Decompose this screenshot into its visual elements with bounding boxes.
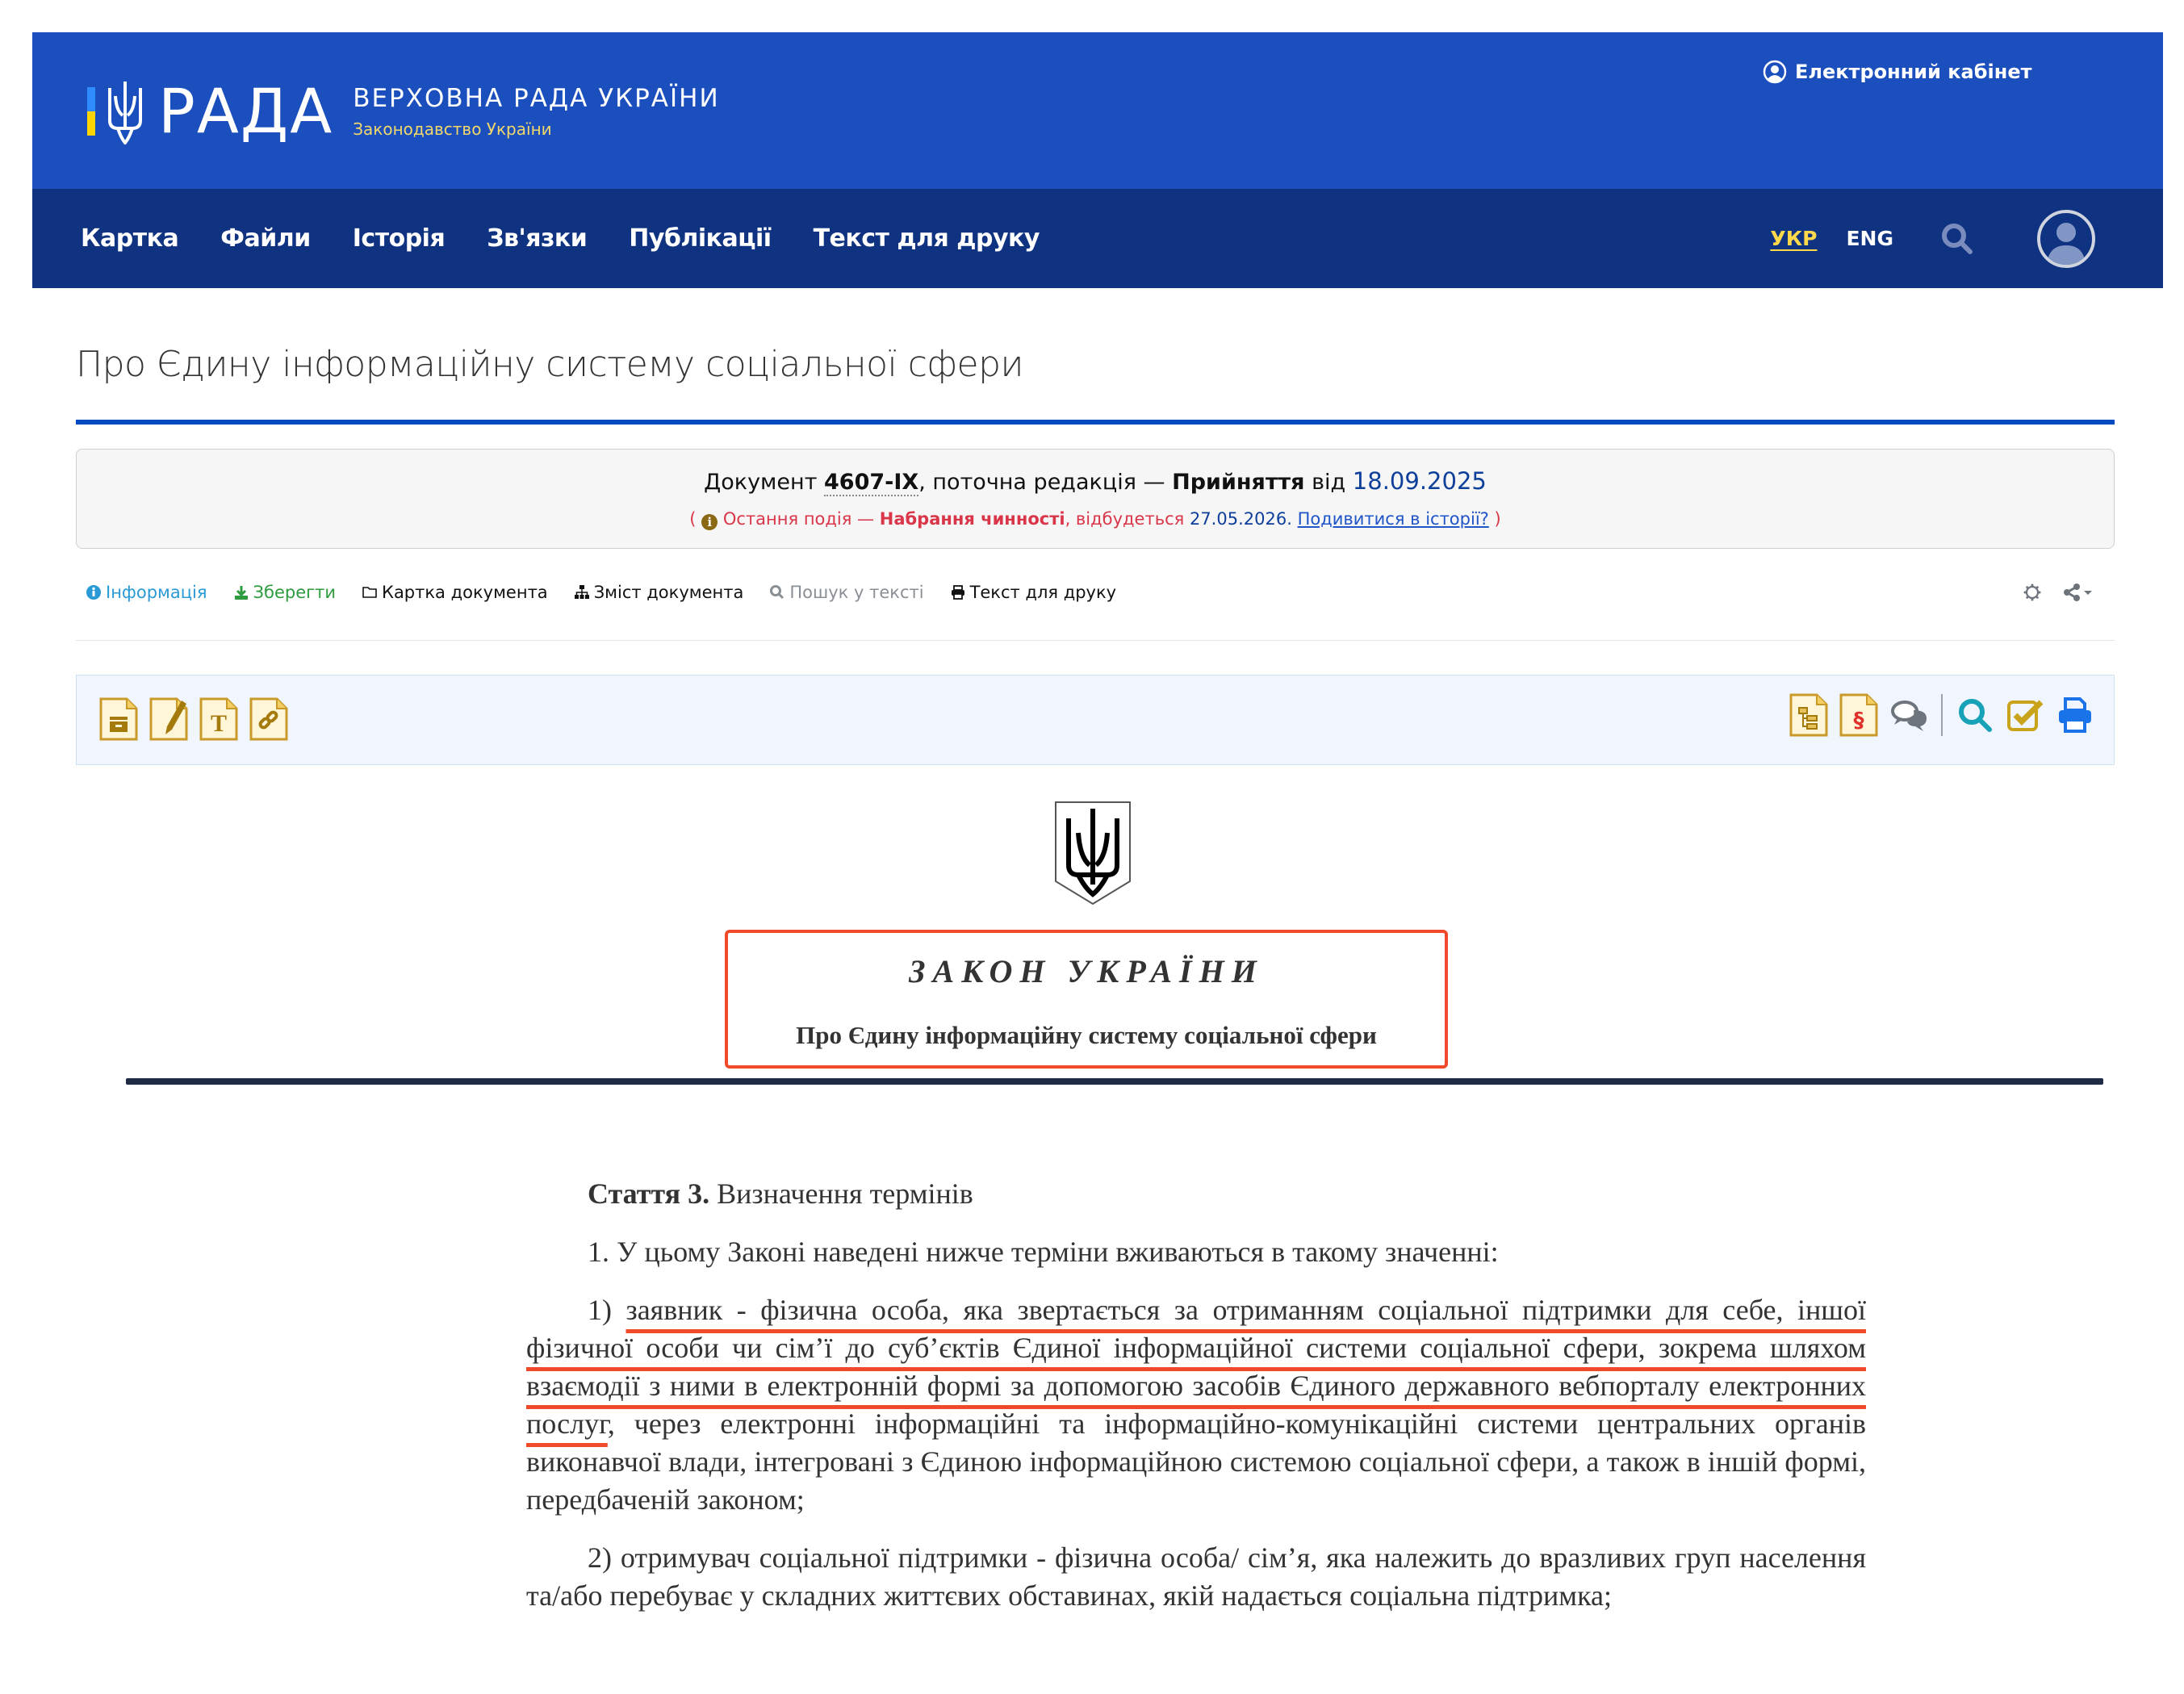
article-heading [526, 1175, 1866, 1213]
print-icon [950, 584, 966, 600]
comments-icon[interactable] [1889, 696, 1928, 734]
nav-item-publications[interactable]: Публікації [629, 224, 772, 253]
doc-archive-icon[interactable] [99, 697, 138, 741]
document-contents-link[interactable] [574, 583, 744, 602]
site-logo[interactable] [87, 71, 720, 152]
nav-item-history[interactable]: Історія [352, 224, 446, 253]
doc-paragraph-icon[interactable] [1839, 693, 1878, 737]
article-body [526, 1175, 1866, 1635]
view-in-history-link[interactable]: Подивитися в історії? [1297, 509, 1489, 529]
search-icon[interactable] [1940, 222, 1974, 256]
document-card-label: Картка документа [382, 583, 548, 602]
actions-divider [76, 640, 2115, 641]
site-header [32, 32, 2163, 189]
trident-icon [107, 78, 144, 144]
article-label: Стаття 3. [588, 1177, 710, 1210]
event-dot: . [1287, 509, 1292, 529]
info-link[interactable] [86, 583, 207, 602]
law-title-highlight [725, 930, 1448, 1069]
document-info-box [76, 449, 2115, 549]
flag-icon [87, 87, 95, 136]
event-prefix: Остання подія — [722, 509, 875, 529]
document-contents-label: Зміст документа [593, 583, 744, 602]
lang-ukr[interactable]: УКР [1770, 227, 1818, 250]
doc-link-icon[interactable] [249, 697, 288, 741]
svg-text:§: § [1853, 709, 1864, 733]
event-mid: , відбудеться [1065, 509, 1185, 529]
print-text-link[interactable] [950, 583, 1117, 602]
save-label: Зберегти [253, 583, 337, 602]
checkbox-icon[interactable] [2006, 696, 2044, 734]
document-card-link[interactable] [362, 583, 548, 602]
main-nav [32, 189, 2163, 288]
paragraph-1: 1. У цьому Законі наведені нижче терміни вживаються в такому значенні: [588, 1236, 1499, 1268]
cabinet-label: Електронний кабінет [1795, 61, 2032, 83]
paragraph-term-2: 2) отримувач соціальної підтримки - фізична особа/ сім’я, яка належить до вразливих груп населення та/або перебуває у складних життєвих обставинах, якій надається соціальна підтримка; [526, 1541, 1866, 1612]
search-icon [769, 584, 785, 600]
doc-text-icon[interactable] [199, 697, 238, 741]
org-name: ВЕРХОВНА РАДА УКРАЇНИ [353, 84, 720, 113]
save-link[interactable] [233, 583, 337, 602]
nav-item-card[interactable]: Картка [81, 224, 179, 253]
org-subtitle: Законодавство України [353, 119, 552, 139]
doc-prefix: Документ [704, 470, 818, 495]
share-icon[interactable] [2063, 583, 2095, 602]
term-number: 1) [588, 1294, 612, 1326]
info-icon: i [701, 514, 718, 530]
avatar[interactable] [2037, 210, 2095, 268]
view-options [2023, 578, 2095, 607]
folder-icon [362, 584, 378, 600]
search-icon[interactable] [1956, 696, 1994, 734]
svg-text:T: T [210, 710, 228, 737]
doc-from: від [1312, 470, 1346, 495]
page-title: Про Єдину інформаційну систему соціальної сфери [76, 344, 1024, 385]
doc-number[interactable]: 4607-IX [824, 470, 919, 495]
paragraph-term-1 [526, 1291, 1866, 1519]
doc-structure-icon[interactable] [1789, 693, 1828, 737]
logo-word: РАДА [158, 75, 334, 147]
event-date: 27.05.2026 [1189, 509, 1287, 529]
print-text-label: Текст для друку [969, 583, 1117, 602]
doc-date: 18.09.2025 [1352, 467, 1487, 495]
doc-mid: , поточна редакція — [918, 470, 1165, 495]
doc-edit-icon[interactable] [149, 697, 188, 741]
article-title: Визначення термінів [717, 1177, 973, 1210]
info-icon [86, 584, 102, 600]
avatar-icon [2040, 213, 2092, 265]
coat-of-arms-icon [1054, 801, 1132, 906]
event-name: Набрання чинності [879, 509, 1065, 529]
search-in-text-link[interactable] [769, 583, 923, 602]
toolbar-divider [1941, 694, 1943, 736]
paren-close: ) [1494, 509, 1501, 529]
paren-open: ( [689, 509, 697, 529]
definition-rest: , через електронні інформаційні та інформаційно-комунікаційні системи центральних органів виконавчої влади, інтегровані з Єдиною інформаційною системою соціальної сфери, а також в іншій формі, передбаченій законом; [526, 1407, 1866, 1516]
print-icon[interactable] [2056, 696, 2094, 734]
title-divider [76, 420, 2115, 425]
nav-item-files[interactable]: Файли [220, 224, 311, 253]
user-circle-icon [1763, 60, 1787, 84]
sitemap-icon [574, 584, 590, 600]
nav-item-print-text[interactable]: Текст для друку [813, 224, 1040, 253]
document-divider [126, 1078, 2103, 1085]
download-icon [233, 584, 249, 600]
brightness-icon[interactable] [2023, 583, 2042, 602]
document-actions [86, 578, 1116, 607]
law-title: Про Єдину інформаційну систему соціальної сфери [796, 1021, 1377, 1049]
document-toolbar [76, 675, 2115, 765]
electronic-cabinet-link[interactable] [1763, 60, 2032, 84]
search-in-text-label: Пошук у тексті [789, 583, 924, 602]
document-status-line [77, 467, 2114, 495]
last-event-line [77, 509, 2114, 530]
nav-item-links[interactable]: Зв'язки [487, 224, 588, 253]
info-label: Інформація [106, 583, 207, 602]
highlighted-definition: заявник - фізична особа, яка звертається за отриманням соціальної підтримки для себе, іншої фізичної особи чи сім’ї до суб’єктів Єдиної інформаційної системи соціальної сфери, зокрема шляхом взаємодії з ними в електронній формі за допомогою засобів Єдиного державного вебпорталу електронних послуг [526, 1294, 1866, 1440]
lang-eng[interactable]: ENG [1846, 227, 1893, 250]
doc-status: Прийняття [1172, 470, 1305, 495]
law-heading: ЗАКОН УКРАЇНИ [909, 953, 1264, 989]
